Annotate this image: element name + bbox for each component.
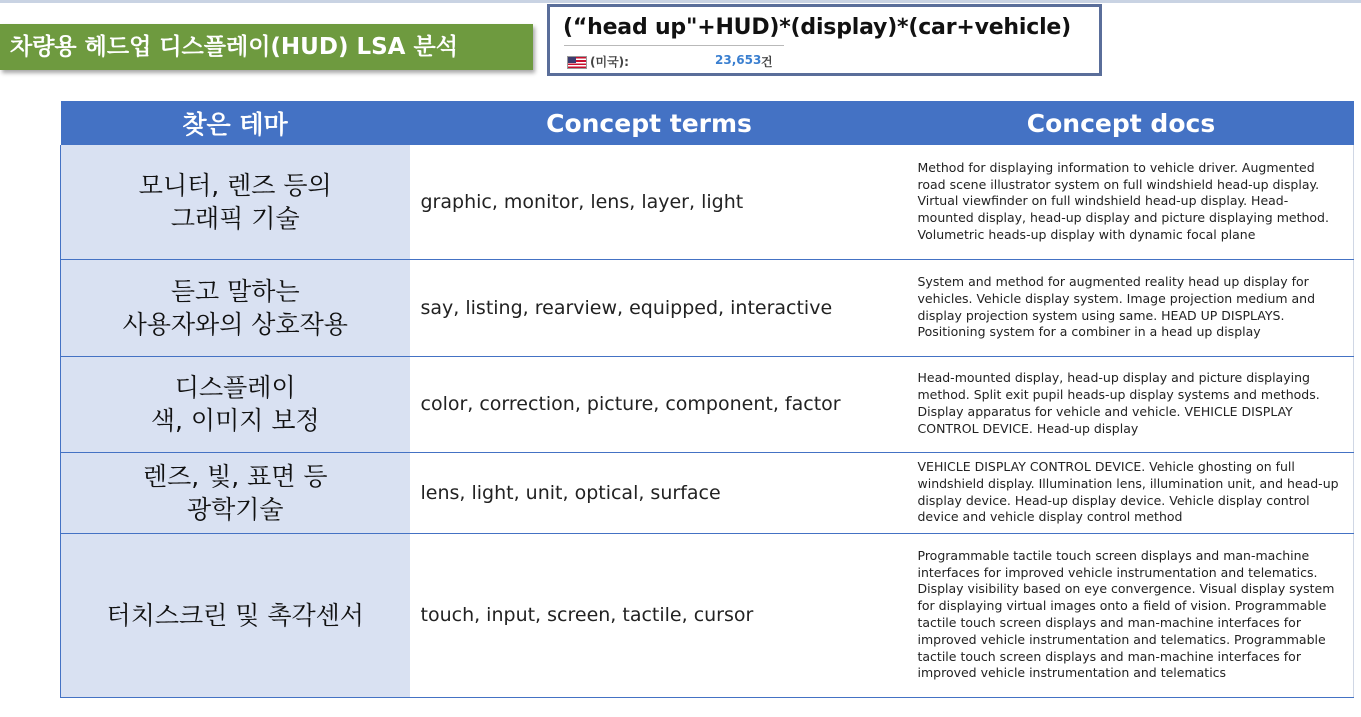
- table-row: [61, 145, 1354, 259]
- search-query-text: (“head up"+HUD)*(display)*(car+vehicle): [563, 15, 1071, 40]
- theme-cell: [61, 145, 410, 259]
- terms-cell: lens, light, unit, optical, surface: [410, 452, 889, 533]
- lsa-theme-table: [60, 101, 1354, 698]
- docs-cell: Method for displaying information to vehicle driver. Augmented road scene illustrator system on full windshield head-up display. Virtual viewfinder on full windshield head-up display. Head-mounted display, head-up display and picture displaying method. Volumetric heads-up display with dynamic focal plane: [889, 145, 1354, 259]
- table-row: [61, 533, 1354, 697]
- table-row: [61, 259, 1354, 356]
- docs-cell: Head-mounted display, head-up display and picture displaying method. Split exit pupil heads-up display systems and methods. Display apparatus for vehicle and vehicle. VEHICLE DISPLAY CONTROL DEVICE. Head-up display: [889, 356, 1354, 452]
- theme-line: 색, 이미지 보정: [150, 406, 320, 435]
- us-flag-icon: [567, 56, 587, 69]
- theme-line: 렌즈, 빛, 표면 등: [142, 461, 328, 491]
- terms-cell: say, listing, rearview, equipped, interactive: [410, 259, 889, 356]
- table-row: [61, 356, 1354, 452]
- header-theme: 찾은 테마: [61, 101, 410, 145]
- terms-cell: graphic, monitor, lens, layer, light: [410, 145, 889, 259]
- header-concept-docs: Concept docs: [889, 101, 1354, 145]
- result-count-unit: 건: [761, 55, 773, 69]
- theme-line: 듣고 말하는: [170, 276, 300, 306]
- result-count-row: [567, 52, 787, 70]
- query-divider: [564, 45, 784, 46]
- theme-cell: [61, 356, 410, 452]
- terms-cell: touch, input, screen, tactile, cursor: [410, 533, 889, 697]
- table-row: [61, 452, 1354, 533]
- header-concept-terms: Concept terms: [410, 101, 889, 145]
- search-query-box: [547, 4, 1102, 76]
- theme-line: 디스플레이: [174, 373, 296, 402]
- theme-line: 모니터, 렌즈 등의: [138, 170, 332, 200]
- theme-line: 터치스크린 및 촉각센서: [106, 600, 364, 630]
- theme-cell: [61, 533, 410, 697]
- page-title: 차량용 헤드업 디스플레이(HUD) LSA 분석: [0, 24, 533, 70]
- table-header-row: [61, 101, 1354, 145]
- theme-cell: [61, 452, 410, 533]
- theme-line: 사용자와의 상호작용: [122, 309, 348, 339]
- docs-cell: Programmable tactile touch screen displays and man-machine interfaces for improved vehicle instrumentation and telematics. Display visibility based on eye convergence. Visual display system for displaying virtual images onto a field of vision. Programmable tactile touch screen displays and man-machine interfaces for improved vehicle instrumentation and telematics. Programmable tactile touch screen displays and man-machine interfaces for improved vehicle instrumentation and telematics: [889, 533, 1354, 697]
- docs-cell: VEHICLE DISPLAY CONTROL DEVICE. Vehicle ghosting on full windshield display. Illumination lens, illumination unit, and head-up display device. Head-up display device. Vehicle display control device and vehicle display control method: [889, 452, 1354, 533]
- country-label: (미국):: [590, 55, 629, 69]
- top-rule: [0, 0, 1361, 3]
- theme-line: 그래픽 기술: [170, 203, 300, 233]
- terms-cell: color, correction, picture, component, factor: [410, 356, 889, 452]
- result-count: 23,653: [715, 53, 762, 67]
- docs-cell: System and method for augmented reality head up display for vehicles. Vehicle display system. Image projection medium and display projection system using same. HEAD UP DISPLAYS. Positioning system for a combiner in a head up display: [889, 259, 1354, 356]
- theme-cell: [61, 259, 410, 356]
- theme-line: 광학기술: [186, 494, 284, 524]
